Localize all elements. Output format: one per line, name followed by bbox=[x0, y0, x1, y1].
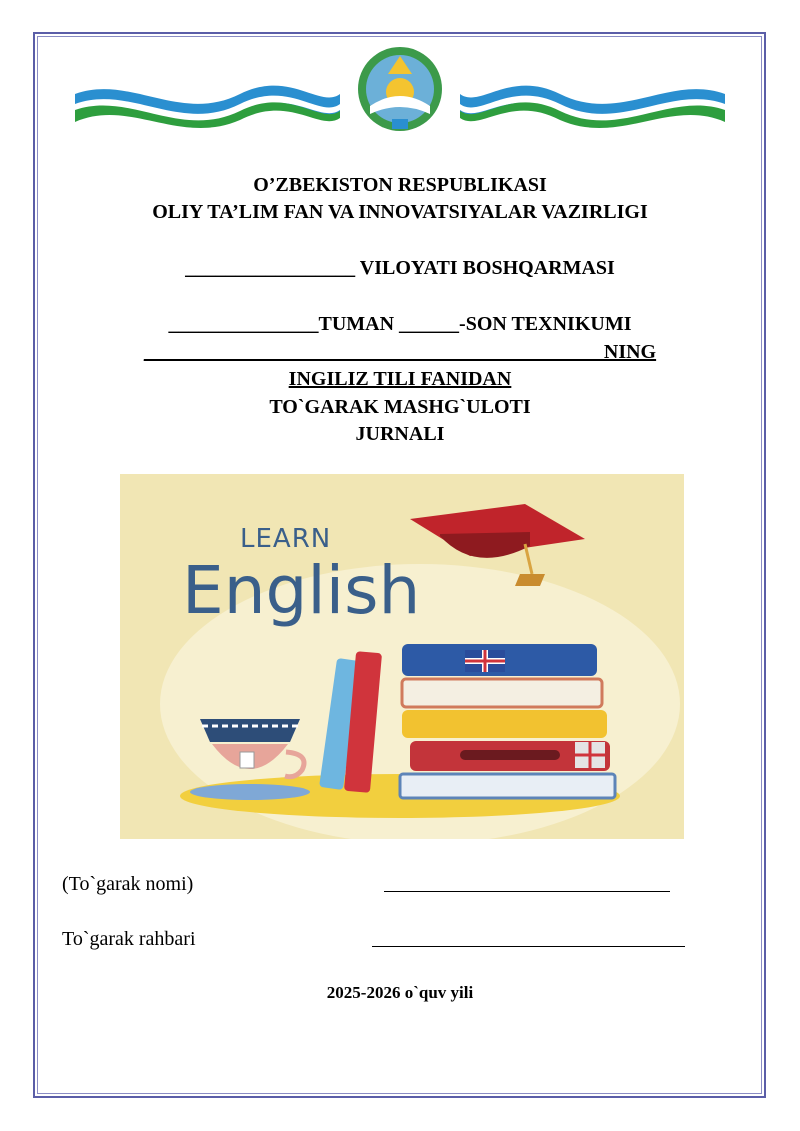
state-emblem-banner bbox=[70, 34, 730, 144]
club-name-blank bbox=[384, 891, 670, 892]
emblem-icon bbox=[70, 34, 730, 144]
header-ministry: OLIY TA’LIM FAN VA INNOVATSIYALAR VAZIRLIGI bbox=[152, 201, 648, 223]
header-subject: INGILIZ TILI FANIDAN bbox=[288, 368, 512, 390]
books-and-tea-icon bbox=[120, 474, 684, 839]
header-district-college: _______________TUMAN ______-SON TEXNIKUMI bbox=[168, 313, 632, 335]
club-name-label: (To`garak nomi) bbox=[62, 873, 194, 895]
learn-text: LEARN bbox=[240, 524, 332, 554]
learn-english-illustration bbox=[120, 474, 684, 839]
page-title: JURNALI bbox=[355, 423, 445, 445]
header-region: _________________ VILOYATI BOSHQARMASI bbox=[185, 257, 615, 279]
header-institution-blank: ______________________________________________NING bbox=[143, 341, 657, 363]
academic-year: 2025-2026 o`quv yili bbox=[326, 983, 474, 1002]
club-leader-blank bbox=[372, 946, 685, 947]
header-club-sessions: TO`GARAK MASHG`ULOTI bbox=[269, 396, 531, 418]
english-text: English bbox=[182, 552, 421, 629]
club-leader-label: To`garak rahbari bbox=[62, 928, 196, 950]
header-republic: O’ZBEKISTON RESPUBLIKASI bbox=[253, 174, 547, 196]
